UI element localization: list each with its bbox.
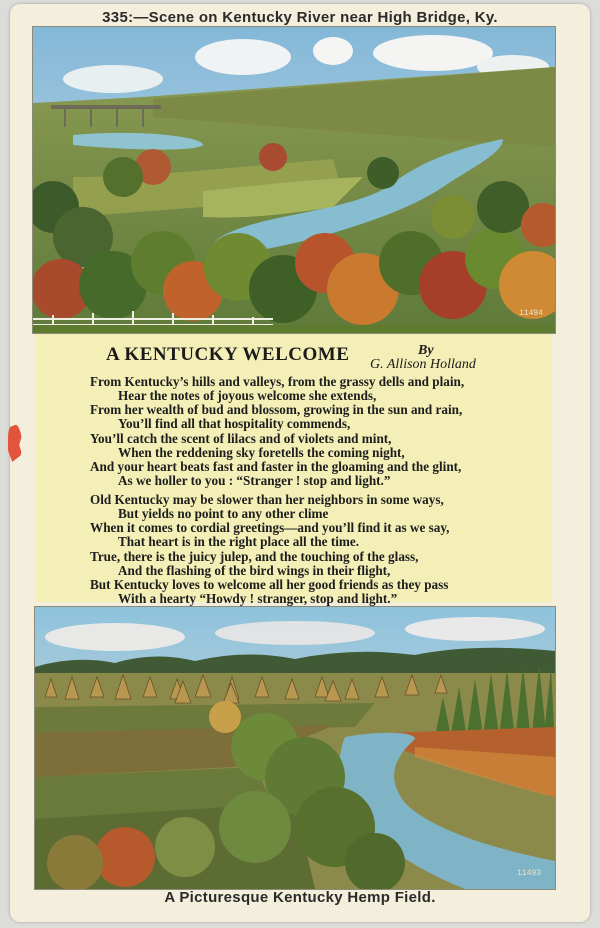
poem-panel [36,334,552,606]
poem-title: A KENTUCKY WELCOME [106,344,350,365]
poem-line: When the reddening sky foretells the coming night, [118,445,405,460]
poem-line: But yields no point to any other clime [118,506,329,521]
poem-line: As we holler to you : “Stranger ! stop and light.” [118,473,391,488]
poem-line: That heart is in the right place all the time. [118,534,360,549]
poem-author-name: G. Allison Holland [370,357,476,372]
bottom-caption: A Picturesque Kentucky Hemp Field. [164,889,436,906]
kentucky-river-photo [32,26,556,334]
print-code: 11494 [519,309,544,318]
poem-line: From her wealth of bud and blossom, growing in the sun and rain, [90,402,463,417]
poem-line: And the flashing of the bird wings in their flight, [118,563,391,578]
poem-line: When it comes to cordial greetings—and you’ll find it as we say, [90,520,450,535]
poem-line: Old Kentucky may be slower than her neighbors in some ways, [90,492,444,507]
top-caption: 335:—Scene on Kentucky River near High Bridge, Ky. [102,9,498,26]
hemp-field-illustration [35,607,555,889]
poem-line: True, there is the juicy julep, and the touching of the glass, [90,549,419,564]
poem-by-label: By [418,343,434,358]
poem-line: And your heart beats fast and faster in the gloaming and the glint, [90,459,462,474]
hemp-field-photo [34,606,556,890]
river-scene-illustration [33,27,555,333]
poem-line: But Kentucky loves to welcome all her good friends as they pass [90,577,449,592]
poem-line: With a hearty “Howdy ! stranger, stop and light.” [118,591,398,606]
poem-line: You’ll find all that hospitality commends, [118,416,351,431]
poem-author [370,344,476,372]
poem-line: From Kentucky’s hills and valleys, from the grassy dells and plain, [90,374,465,389]
poem-line: You’ll catch the scent of lilacs and of violets and mint, [90,431,392,446]
poem-line: Hear the notes of joyous welcome she extends, [118,388,377,403]
print-code: 11493 [517,869,542,878]
